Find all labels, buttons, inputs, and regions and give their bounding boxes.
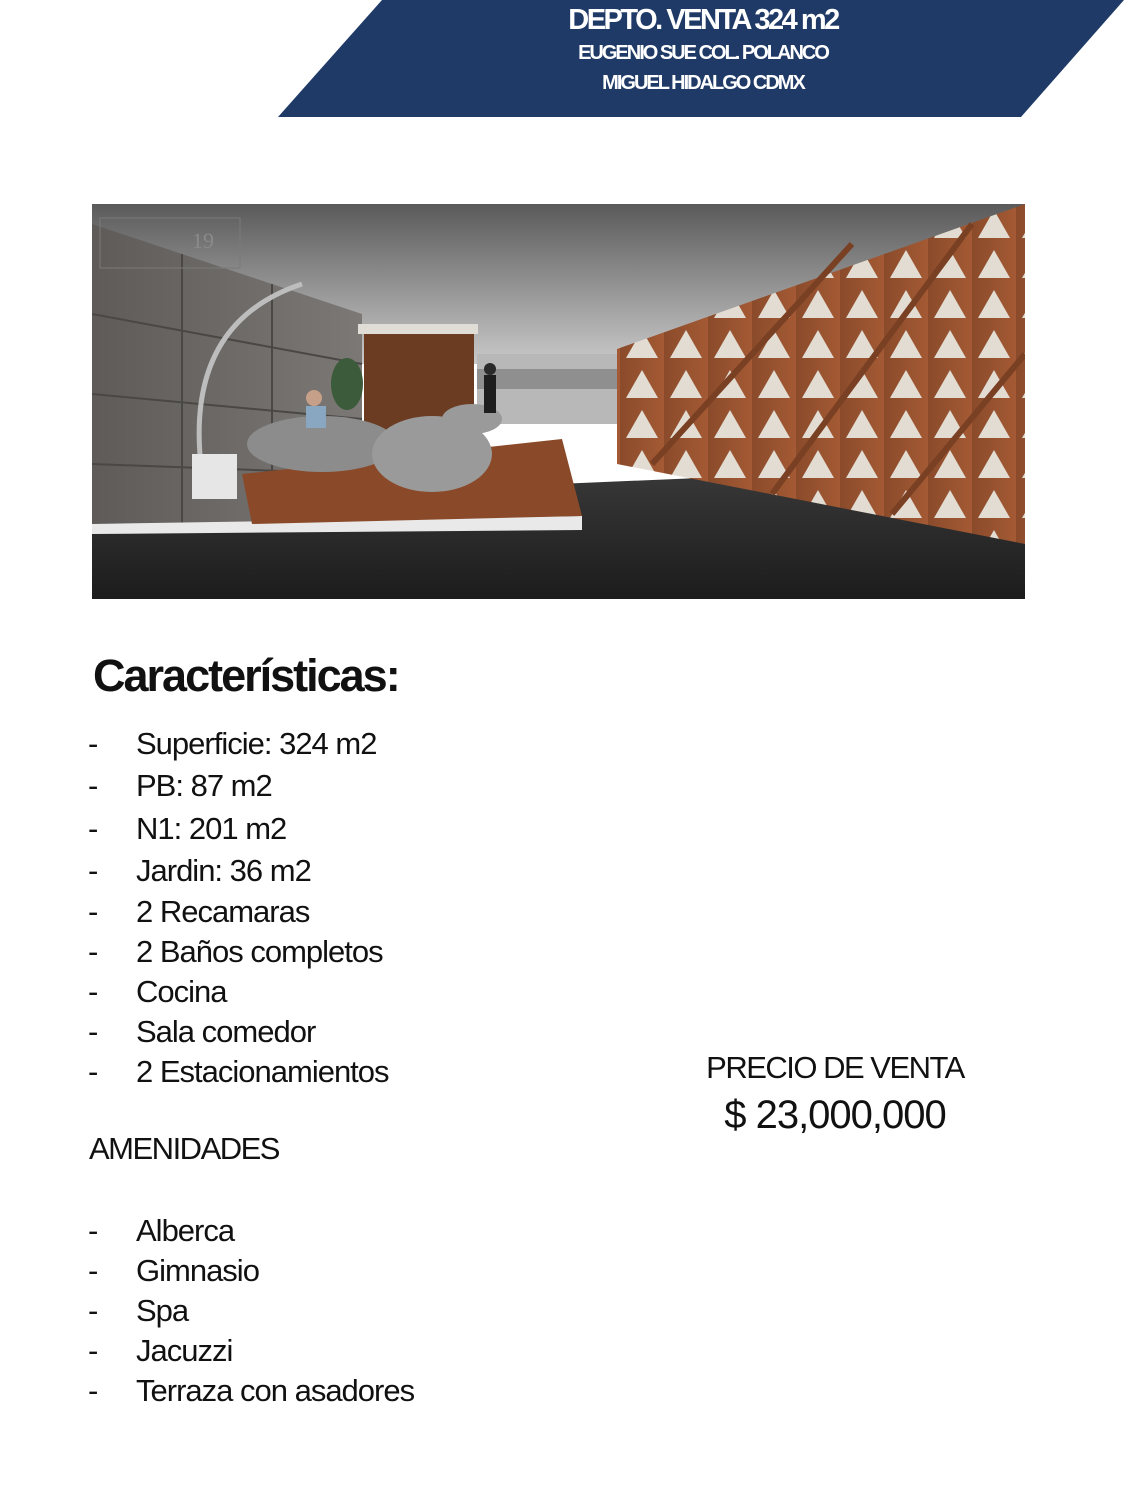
price-label: PRECIO DE VENTA	[706, 1050, 964, 1085]
listing-title: DEPTO. VENTA 324 m2	[568, 4, 838, 36]
bullet-dash: -	[88, 1054, 98, 1089]
feature-text: Cocina	[136, 974, 227, 1009]
feature-text: 2 Baños completos	[136, 934, 383, 969]
price-value: $ 23,000,000	[724, 1093, 946, 1137]
amenity-text: Terraza con asadores	[136, 1373, 415, 1408]
bullet-dash: -	[88, 1373, 98, 1408]
bullet-dash: -	[88, 768, 98, 803]
svg-text:19: 19	[192, 228, 214, 253]
bullet-dash: -	[88, 853, 98, 888]
amenity-text: Spa	[136, 1293, 189, 1328]
amenity-text: Alberca	[136, 1213, 235, 1248]
features-heading: Características:	[93, 650, 399, 701]
bullet-dash: -	[88, 726, 98, 761]
bullet-dash: -	[88, 894, 98, 929]
feature-text: 2 Estacionamientos	[136, 1054, 389, 1089]
amenity-text: Gimnasio	[136, 1253, 259, 1288]
bullet-dash: -	[88, 974, 98, 1009]
lobby-photo	[92, 204, 1025, 599]
listing-address: EUGENIO SUE COL. POLANCO	[578, 42, 828, 64]
amenities-heading: AMENIDADES	[89, 1131, 279, 1166]
header-banner	[278, 0, 1124, 117]
feature-text: PB: 87 m2	[136, 768, 272, 803]
bullet-dash: -	[88, 1213, 98, 1248]
feature-text: 2 Recamaras	[136, 894, 310, 929]
amenity-text: Jacuzzi	[136, 1333, 233, 1368]
feature-text: Superficie: 324 m2	[136, 726, 377, 761]
bullet-dash: -	[88, 1253, 98, 1288]
bullet-dash: -	[88, 1293, 98, 1328]
listing-city: MIGUEL HIDALGO CDMX	[602, 72, 804, 94]
feature-text: Sala comedor	[136, 1014, 316, 1049]
bullet-dash: -	[88, 934, 98, 969]
bullet-dash: -	[88, 1014, 98, 1049]
bullet-dash: -	[88, 1333, 98, 1368]
feature-text: N1: 201 m2	[136, 811, 287, 846]
bullet-dash: -	[88, 811, 98, 846]
feature-text: Jardin: 36 m2	[136, 853, 311, 888]
